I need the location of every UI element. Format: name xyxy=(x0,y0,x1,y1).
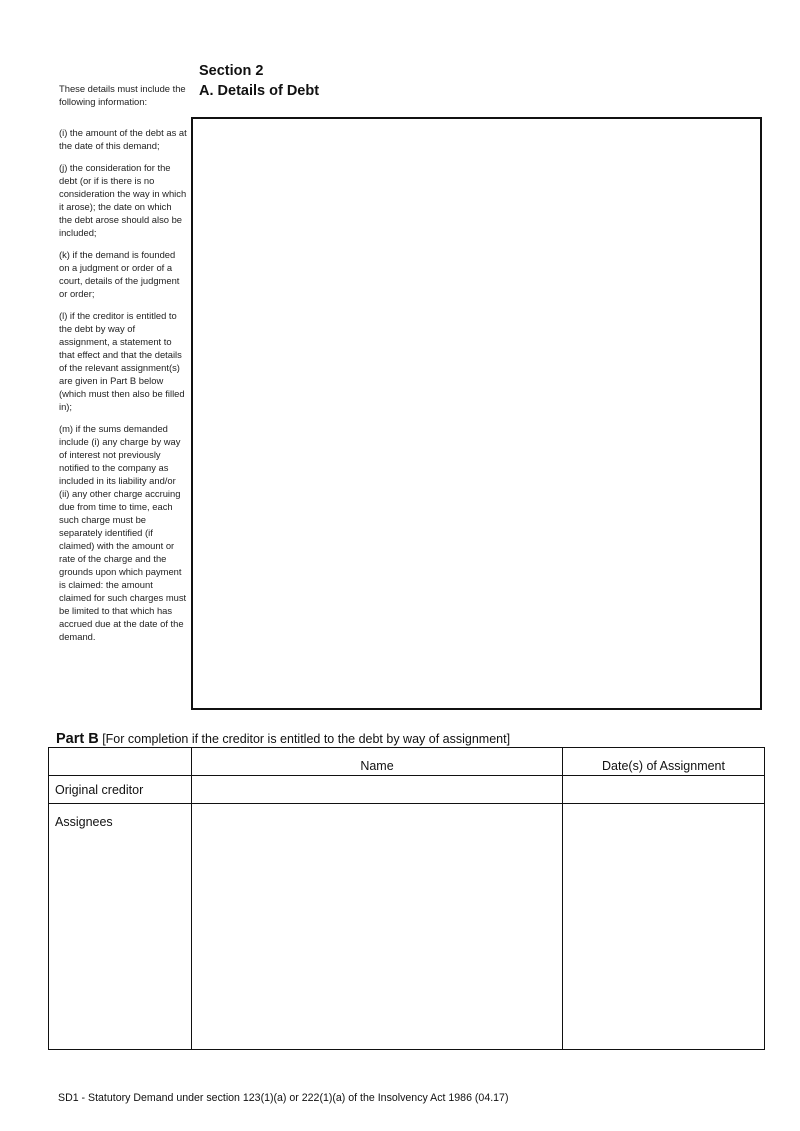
header-name: Name xyxy=(192,748,563,776)
header-blank xyxy=(49,748,192,776)
table-row xyxy=(49,804,765,1050)
footer-text: SD1 - Statutory Demand under section 123(1)(a) or 222(1)(a) of the Insolvency Act 1986 (04.17) xyxy=(58,1092,509,1104)
table-row xyxy=(49,776,765,804)
guidance-notes xyxy=(59,126,187,652)
assignment-table xyxy=(48,747,765,1050)
section-title: A. Details of Debt xyxy=(199,83,320,99)
header-dates: Date(s) of Assignment xyxy=(563,748,765,776)
note-j: (j) the consideration for the debt (or if is there is no consideration the way in which it arose); the date on which the debt arose should also be included; xyxy=(59,162,187,238)
part-b-title: Part B xyxy=(56,731,99,747)
details-of-debt-box[interactable] xyxy=(191,117,762,710)
assignees-date-cell[interactable] xyxy=(563,804,765,1050)
original-creditor-label: Original creditor xyxy=(49,776,192,804)
note-m: (m) if the sums demanded include (i) any charge by way of interest not previously notified to the company as included in its liability and/or (ii) any other charge accruing due from time to time, each such charge must be separately identified (if claimed) with the amount or rate of the charge and the grounds upon which payment is claimed: the amount claimed for such charges must be limited to that which has accrued due at the date of the demand. xyxy=(59,423,187,642)
assignees-label: Assignees xyxy=(49,804,192,1050)
part-b-heading xyxy=(56,730,510,748)
note-l: (l) if the creditor is entitled to the debt by way of assignment, a statement to that effect and that the details of the relevant assignment(s) are given in Part B below (which must then also be filled in); xyxy=(59,310,185,412)
section-heading xyxy=(199,61,319,101)
note-i: (i) the amount of the debt as at the date of this demand; xyxy=(59,127,187,151)
original-creditor-date-cell[interactable] xyxy=(563,776,765,804)
table-header-row xyxy=(49,748,765,776)
note-k: (k) if the demand is founded on a judgment or order of a court, details of the judgment or order; xyxy=(59,249,180,299)
section-number: Section 2 xyxy=(199,63,264,79)
assignees-name-cell[interactable] xyxy=(192,804,563,1050)
intro-note: These details must include the following information: xyxy=(59,83,186,107)
part-b-subtitle: [For completion if the creditor is entitled to the debt by way of assignment] xyxy=(102,732,511,746)
original-creditor-name-cell[interactable] xyxy=(192,776,563,804)
